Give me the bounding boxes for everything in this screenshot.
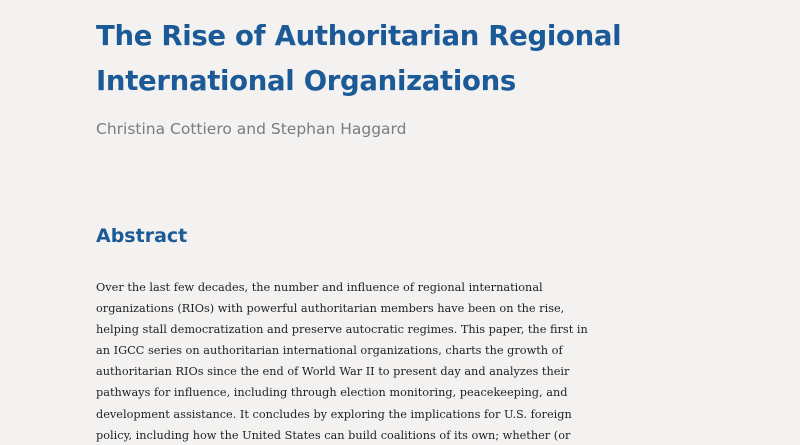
paper-authors: Christina Cottiero and Stephan Haggard [96, 120, 407, 138]
abstract-body [96, 277, 588, 445]
paper-title [96, 14, 621, 104]
abstract-line-4: an IGCC series on authoritarian international organizations, charts the growth of [96, 344, 563, 358]
abstract-line-6: pathways for influence, including through election monitoring, peacekeeping, and [96, 386, 568, 400]
abstract-line-5: authoritarian RIOs since the end of World War II to present day and analyzes their [96, 365, 570, 379]
abstract-line-3: helping stall democratization and preserve autocratic regimes. This paper, the first in [96, 323, 588, 337]
abstract-heading: Abstract [96, 225, 188, 247]
paper-title-line-1: The Rise of Authoritarian Regional [96, 20, 622, 52]
abstract-line-1: Over the last few decades, the number and influence of regional international [96, 281, 543, 294]
abstract-line-7: development assistance. It concludes by exploring the implications for U.S. foreign [96, 407, 572, 421]
abstract-line-2: organizations (RIOs) with powerful authoritarian members have been on the rise, [96, 302, 565, 316]
abstract-line-8: policy, including how the United States can build coalitions of its own; whether (or [96, 428, 571, 442]
paper-title-line-2: International Organizations [96, 65, 516, 97]
